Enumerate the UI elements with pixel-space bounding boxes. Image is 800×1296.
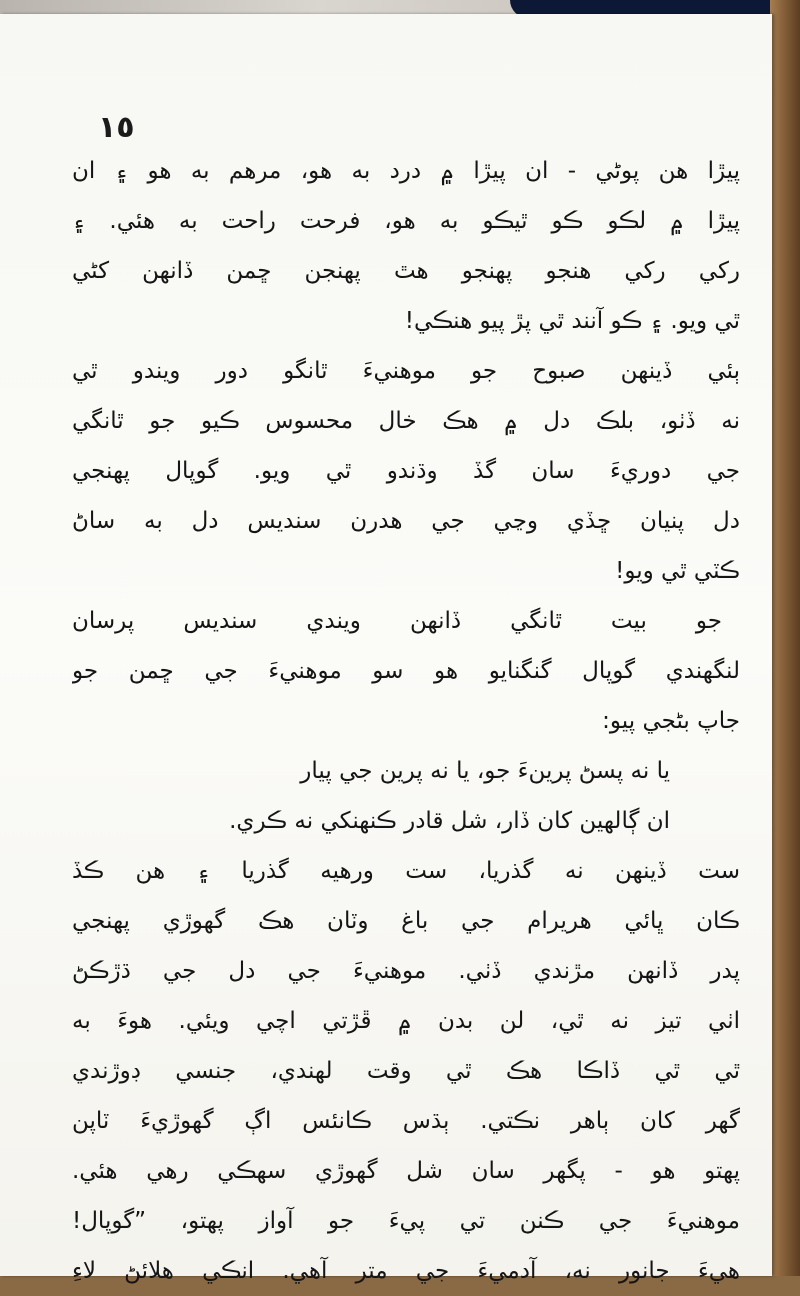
book-page <box>0 14 772 1284</box>
text-line: ڪان ڀائي ھريرام جي باغ وٽان ھڪ گھوڙي پھنجي <box>72 908 740 934</box>
text-line: رکي رکي ھنجو پھنجو ھٿ پھنجن ڇمن ڏانھن کڻي <box>72 258 740 284</box>
verse-line: يا نه پسڻ پرينءَ جو، يا نه پرين جي پيار <box>300 758 670 784</box>
text-line: ٻئي ڏينھن صبوح جو موھنيءَ ٿانگو دور ويندو ٿي <box>72 358 740 384</box>
text-line: دل پنيان ڇڏي وڃي جي ھدرن سنديس دل به ساڻ <box>72 508 740 534</box>
text-line: ست ڏينھن نه گذريا، ست ورھيه گذريا ۽ ھن ڪڏ <box>72 858 740 884</box>
text-line: پيڙا ھن پوڻي - ان پيڙا ۾ درد به ھو، مرھم به ھو ۽ ان <box>72 158 740 184</box>
text-line: پيڙا ۾ لڪو ڪو ٿيڪو به ھو، فرحت راحت به ھئي. ۽ <box>72 208 740 234</box>
page-number: ١٥ <box>98 110 135 145</box>
text-line: ھيءَ جانور نه، آدميءَ جي متر آھي. انڪي ھلائڻ لاءِ <box>72 1258 740 1284</box>
text-line: پھتو ھو - پگھر سان شل گھوڙي سھڪي رھي ھئي. <box>72 1158 740 1184</box>
text-line: جو بيت ٿانگي ڏانھن ويندي سنديس پرسان <box>72 608 722 634</box>
text-line: پدر ڏانھن مڙندي ڏٺي. موھنيءَ جي دل جي ڌڙڪڻ <box>72 958 740 984</box>
book-spine-edge <box>770 0 800 1276</box>
verse-line: ان ڳالھين کان ڏار، شل قادر ڪنھنکي نه ڪري. <box>229 808 670 834</box>
text-line: موھنيءَ جي ڪنن تي پيءَ جو آواز پھتو، ”گوپال! <box>72 1208 740 1234</box>
text-line: ڪٽي ٿي ويو! <box>615 558 740 584</box>
text-line: اٺي تيز نه ٿي، لن بدن ۾ ڦڙتي اچي ويئي. ھوءَ به <box>72 1008 740 1034</box>
text-line: نه ڏٺو، بلڪ دل ۾ ھڪ خال محسوس ڪيو جو ٿانگي <box>72 408 740 434</box>
text-line: جاپ بڻجي پيو: <box>602 708 740 734</box>
text-line: ٿي ٿي ڏاڪا ھڪ ٿي وقت لھندي، جنسي ڊوڙندي <box>72 1058 740 1084</box>
text-line: لنگھندي گوپال گنگنايو ھو سو موھنيءَ جي ڇمن جو <box>72 658 740 684</box>
body-text <box>72 146 740 1296</box>
text-line: جي دوريءَ سان گڏ وڌندو ٿي ويو. گوپال پھنجي <box>72 458 740 484</box>
text-line: ٿي ويو. ۽ ڪو آنند ٿي پڙ پيو ھنڪي! <box>404 308 740 334</box>
text-line: گھر کان ٻاھر نڪتي. ٻڌس ڪانئس اڳ گھوڙيءَ ٽاپن <box>72 1108 740 1134</box>
